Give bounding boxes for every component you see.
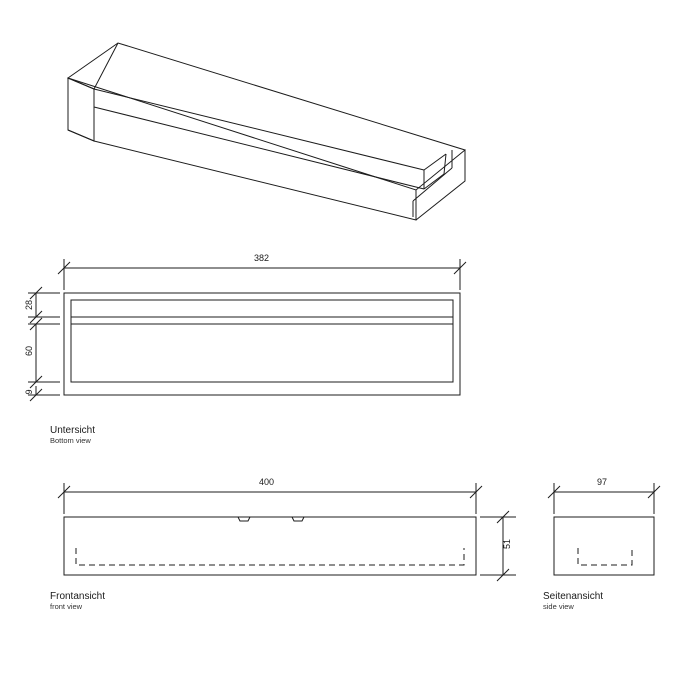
bottom-outer-outline (64, 293, 460, 395)
dim-text-bottom-width: 382 (254, 253, 270, 263)
caption-bottom-view (50, 426, 95, 444)
dim-text-front-height: 51 (502, 539, 512, 550)
iso-recess-upper (94, 107, 424, 189)
dim-text-side-depth: 97 (597, 477, 608, 487)
iso-recess-right-face (444, 154, 446, 174)
caption-side-view-en: side view (543, 601, 574, 611)
dim-text-bottom-depth-top: 28 (24, 300, 34, 311)
caption-bottom-view-de: Untersicht (50, 425, 96, 436)
bottom-inner-recess (71, 300, 453, 382)
dim-text-bottom-depth-bottom: 9 (24, 389, 34, 395)
dim-text-front-width: 400 (259, 477, 275, 487)
iso-front-bottom-edge (68, 130, 94, 141)
front-notch-left (238, 517, 250, 521)
caption-side-view-de: Seitenansicht (543, 591, 604, 602)
iso-left-edge-detail (68, 43, 118, 89)
iso-top-face (68, 43, 465, 190)
side-outer-outline (554, 517, 654, 575)
caption-front-view-en: front view (50, 601, 83, 611)
bottom-view (28, 259, 466, 401)
iso-right-end-face (416, 150, 465, 220)
isometric-view (68, 43, 465, 220)
iso-recess-inner-top (94, 89, 424, 170)
caption-front-view-de: Frontansicht (50, 591, 106, 602)
side-hidden-outline (578, 548, 632, 565)
caption-bottom-view-en: Bottom view (50, 435, 91, 445)
caption-side-view (543, 592, 603, 610)
front-outer-outline (64, 517, 476, 575)
dim-text-bottom-depth-mid: 60 (24, 346, 34, 357)
iso-front-face (94, 141, 416, 220)
front-hidden-outline (76, 548, 464, 565)
front-view (58, 483, 516, 581)
side-view (548, 483, 660, 575)
front-notch-right (292, 517, 304, 521)
caption-front-view (50, 592, 105, 610)
